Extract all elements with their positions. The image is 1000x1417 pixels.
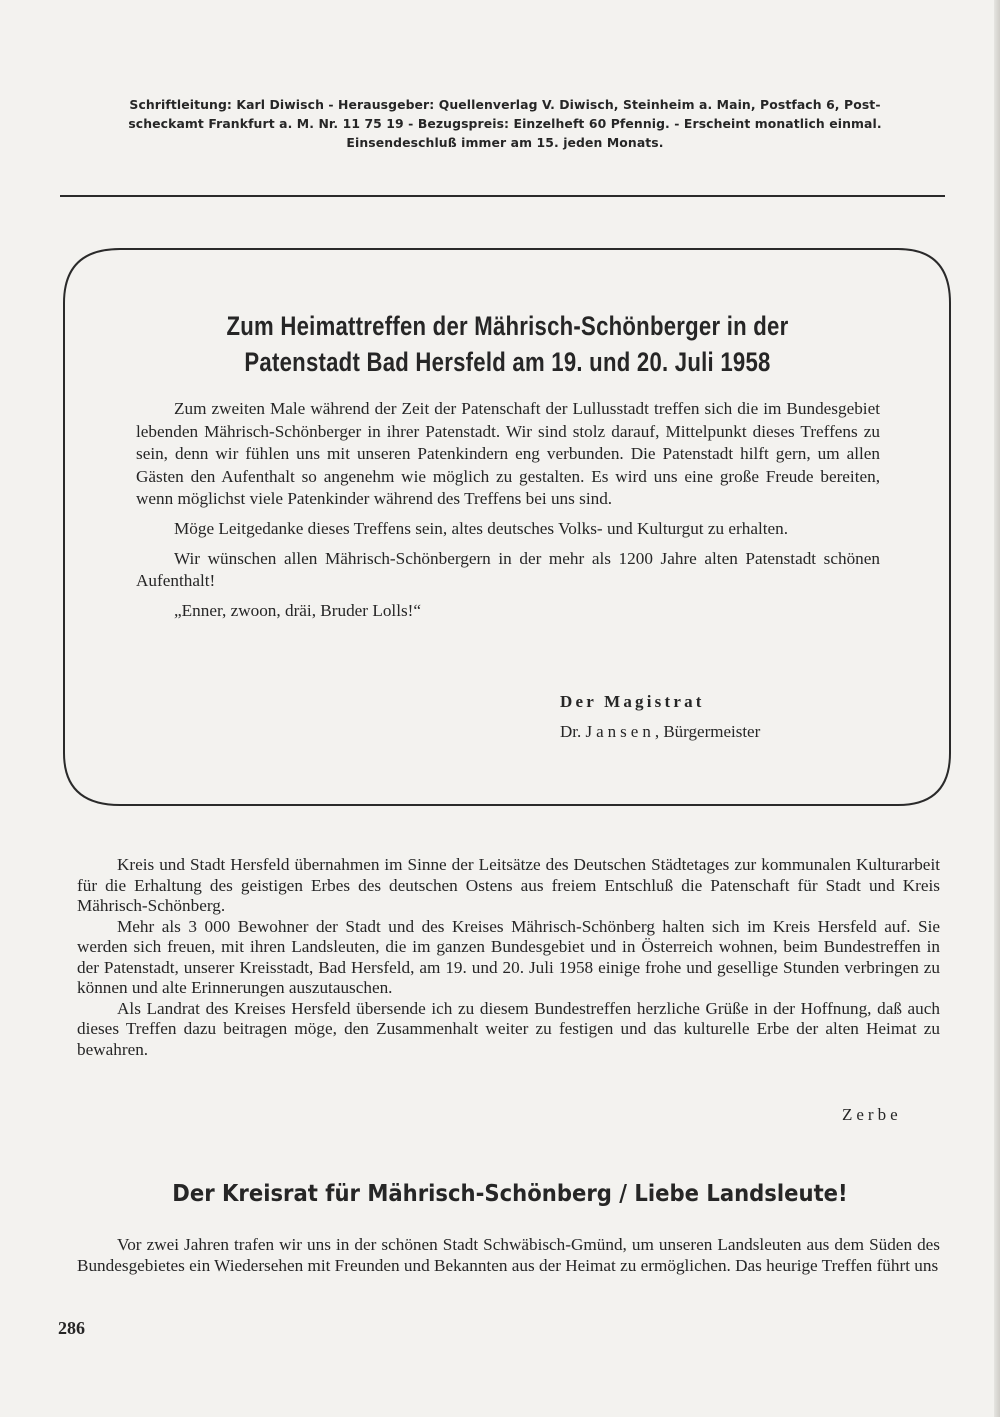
landrat-paragraph: Mehr als 3 000 Bewohner der Stadt und des Kreises Mährisch-Schönberg halten sich im Kreis Hersfeld auf. Sie werden sich freuen, mit ihren Landsleuten, die im ganzen Bundesgebiet und in Österreich wohnen, beim Bundestreffen in der Patenstadt, unserer Kreisstadt, Bad Hersfeld, am 19. und 20. Juli 1958 einige frohe und gesellige Stunden verbringen zu können und alte Erinnerungen auszutauschen.	[77, 916, 940, 997]
landrat-signature: Zerbe	[842, 1105, 902, 1124]
landrat-paragraph: Als Landrat des Kreises Hersfeld übersende ich zu diesem Bundestreffen herzliche Grüße in der Hoffnung, daß auch dieses Treffen dazu beitragen möge, den Zusammenhalt weiter zu festigen und das kulturelle Erbe der alten Heimat zu bewahren.	[77, 998, 940, 1059]
masthead-line: scheckamt Frankfurt a. M. Nr. 11 75 19 - Bezugspreis: Einzelheft 60 Pfennig. - Erscheint monatlich einmal.	[128, 116, 882, 131]
notice-title-line: Zum Heimattreffen der Mährisch-Schönberger in der	[226, 311, 789, 341]
kreisrat-paragraph: Vor zwei Jahren trafen wir uns in der schönen Stadt Schwäbisch-Gmünd, um unseren Landsleuten aus dem Süden des Bundesgebietes ein Wiedersehen mit Freunden und Bekannten aus der Heimat zu ermöglichen. Das heurige Treffen führt uns	[77, 1235, 940, 1275]
kreisrat-body	[77, 1235, 940, 1276]
notice-title-line: Patenstadt Bad Hersfeld am 19. und 20. Juli 1958	[244, 347, 771, 377]
notice-body	[136, 398, 880, 622]
landrat-paragraph: Kreis und Stadt Hersfeld übernahmen im Sinne der Leitsätze des Deutschen Städtetages zur kommunalen Kulturarbeit für die Erhaltung des geistigen Erbes des deutschen Ostens aus freiem Entschluß die Patenschaft für Stadt und Kreis Mährisch-Schönberg.	[77, 855, 940, 915]
notice-paragraph: Möge Leitgedanke dieses Treffens sein, altes deutsches Volks- und Kulturgut zu erhalten.	[174, 518, 789, 538]
masthead-line: Einsendeschluß immer am 15. jeden Monats.	[346, 135, 664, 150]
kreisrat-heading: Der Kreisrat für Mährisch-Schönberg / Liebe Landsleute!	[172, 1181, 848, 1207]
signature-title: Dr.	[560, 722, 582, 741]
signature-role: , Bürgermeister	[654, 722, 761, 741]
header-rule	[60, 195, 945, 197]
signature-name: Jansen	[585, 722, 655, 741]
page-number: 286	[58, 1318, 85, 1338]
notice-paragraph: Wir wünschen allen Mährisch-Schönbergern in der mehr als 1200 Jahre alten Patenstadt schönen Aufenthalt!	[136, 548, 880, 591]
masthead-line: Schriftleitung: Karl Diwisch - Herausgeber: Quellenverlag V. Diwisch, Steinheim a. Main, Postfach 6, Post-	[129, 97, 881, 112]
page-binding-edge	[994, 0, 1000, 1417]
notice-signature-org: Der Magistrat	[560, 692, 705, 711]
notice-motto: „Enner, zwoon, dräi, Bruder Lolls!“	[174, 600, 422, 620]
masthead-imprint	[60, 95, 950, 152]
notice-paragraph: Zum zweiten Male während der Zeit der Patenschaft der Lullusstadt treffen sich die im Bundesgebiet lebenden Mährisch-Schönberger in ihrer Patenstadt. Wir sind stolz darauf, Mittelpunkt dieses Treffens zu sein, denn wir fühlen uns mit unseren Patenkindern eng verbunden. Die Patenstadt hilft gern, um allen Gästen den Aufenthalt so angenehm wie möglich zu gestalten. Es wird uns eine große Freude bereiten, wenn möglichst viele Patenkinder während des Treffens bei uns sind.	[136, 399, 880, 509]
notice-title	[173, 308, 841, 380]
notice-signature-person	[560, 722, 760, 742]
landrat-greeting	[77, 855, 940, 1060]
